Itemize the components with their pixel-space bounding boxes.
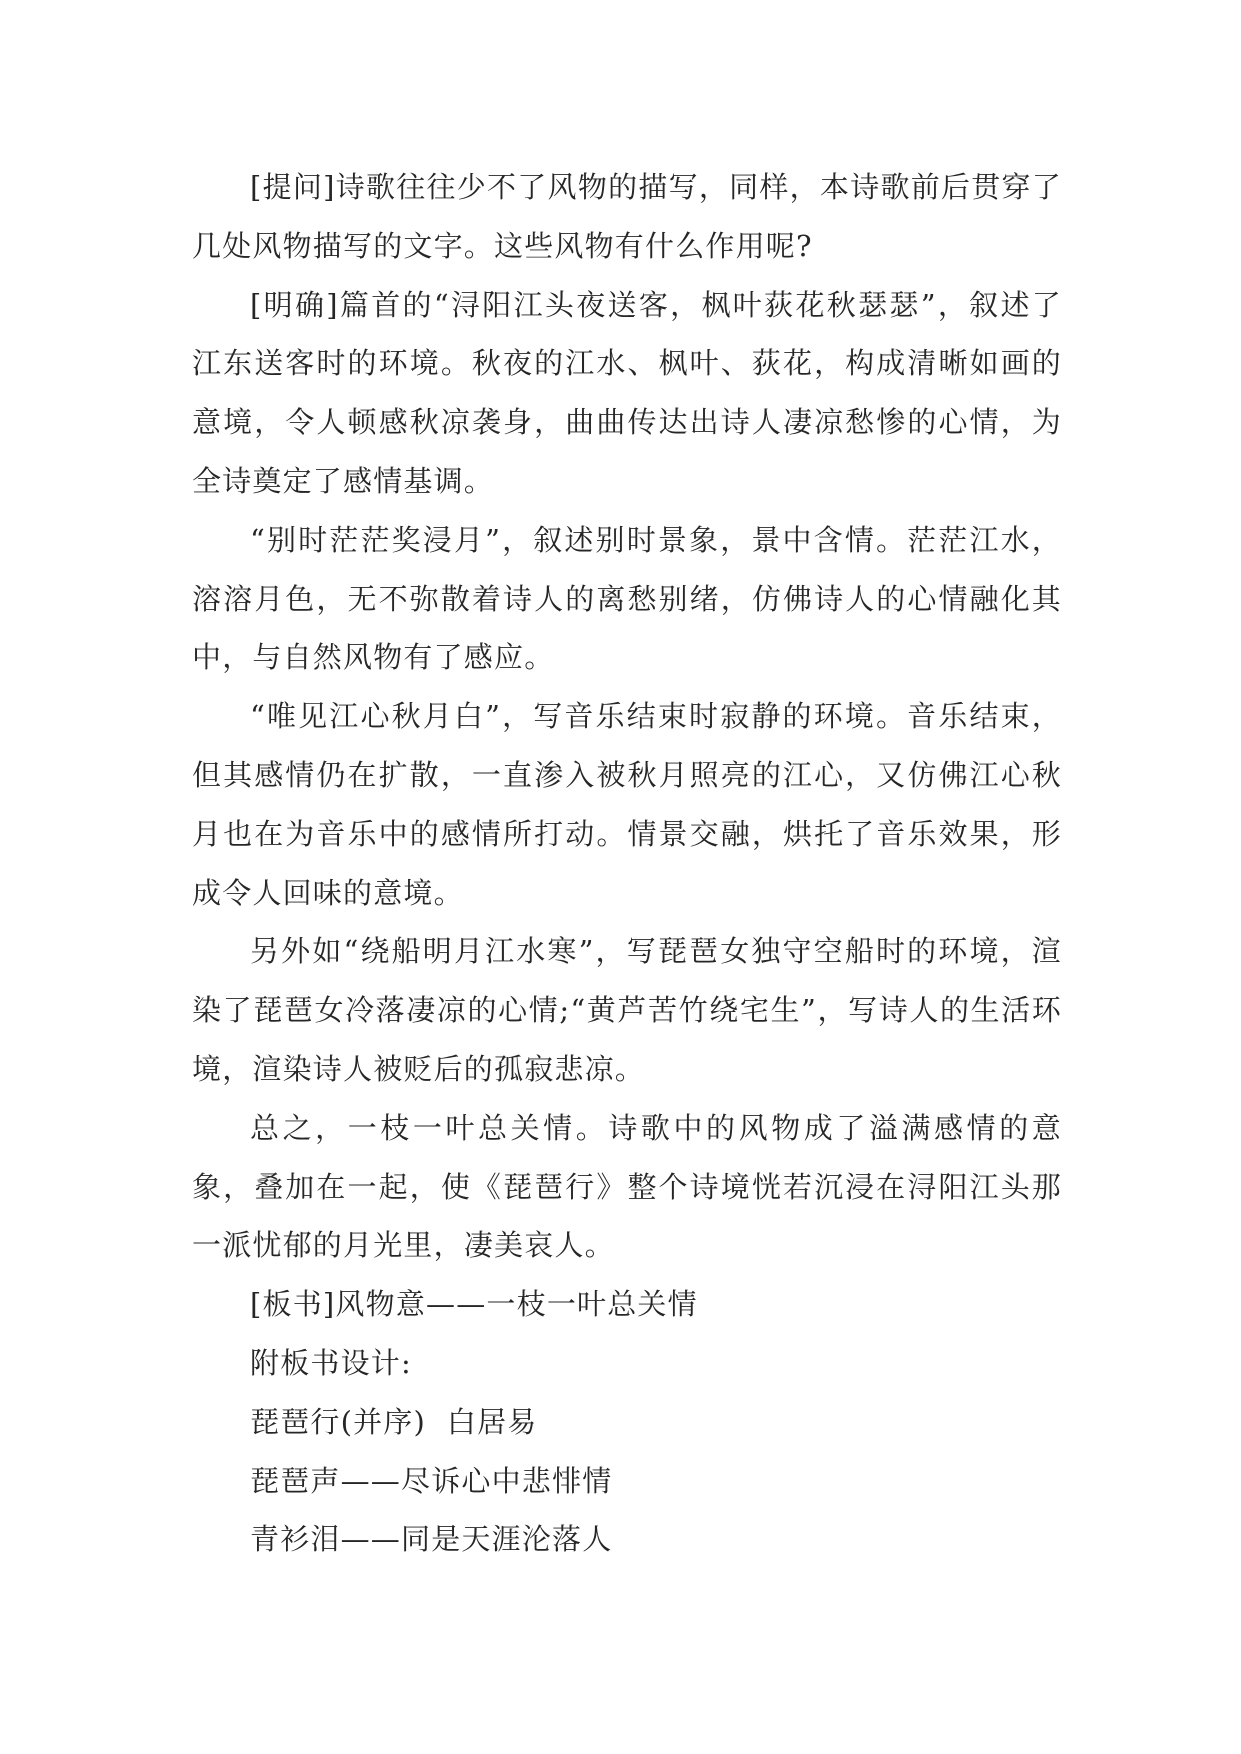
blackboard-design-label: 附板书设计:: [250, 1345, 412, 1380]
paragraph-other-scenes: 另外如“绕船明月江水寒”，写琵琶女独守空船时的环境，渲染了琵琶女冷落凄凉的心情;“黄芦苦竹绕宅生”，写诗人的生活环境，渲染诗人被贬后的孤寂悲凉。: [192, 934, 1062, 1086]
paragraph-music-end-scene: “唯见江心秋月白”，写音乐结束时寂静的环境。音乐结束，但其感情仍在扩散，一直渗入被秋月照亮的江心，又仿佛江心秋月也在为音乐中的感情所打动。情景交融，烘托了音乐效果，形成令人回味的意境。: [192, 699, 1062, 910]
paragraph-answer: [明确]篇首的“浔阳江头夜送客，枫叶荻花秋瑟瑟”，叙述了江东送客时的环境。秋夜的江水、枫叶、荻花，构成清晰如画的意境，令人顿感秋凉袭身，曲曲传达出诗人凄凉愁惨的心情，为全诗奠定了感情基调。: [192, 287, 1062, 498]
paragraph-summary: 总之，一枝一叶总关情。诗歌中的风物成了溢满感情的意象，叠加在一起，使《琵琶行》整个诗境恍若沉浸在浔阳江头那一派忧郁的月光里，凄美哀人。: [192, 1110, 1062, 1263]
paragraph-question: [提问]诗歌往往少不了风物的描写，同样，本诗歌前后贯穿了几处风物描写的文字。这些风物有什么作用呢?: [192, 170, 1062, 263]
blackboard-line-title: 琵琶行(并序) 白居易: [250, 1404, 538, 1439]
paragraph-farewell-scene: “别时茫茫奖浸月”，叙述别时景象，景中含情。茫茫江水，溶溶月色，无不弥散着诗人的离愁别绪，仿佛诗人的心情融化其中，与自然风物有了感应。: [192, 522, 1062, 675]
document-body: [192, 158, 1062, 1569]
blackboard-heading: [板书]风物意——一枝一叶总关情: [250, 1287, 698, 1322]
blackboard-line-blue-robe-tears: 青衫泪——同是天涯沦落人: [250, 1522, 613, 1557]
blackboard-line-pipa-sound: 琵琶声——尽诉心中悲悱情: [250, 1463, 613, 1498]
